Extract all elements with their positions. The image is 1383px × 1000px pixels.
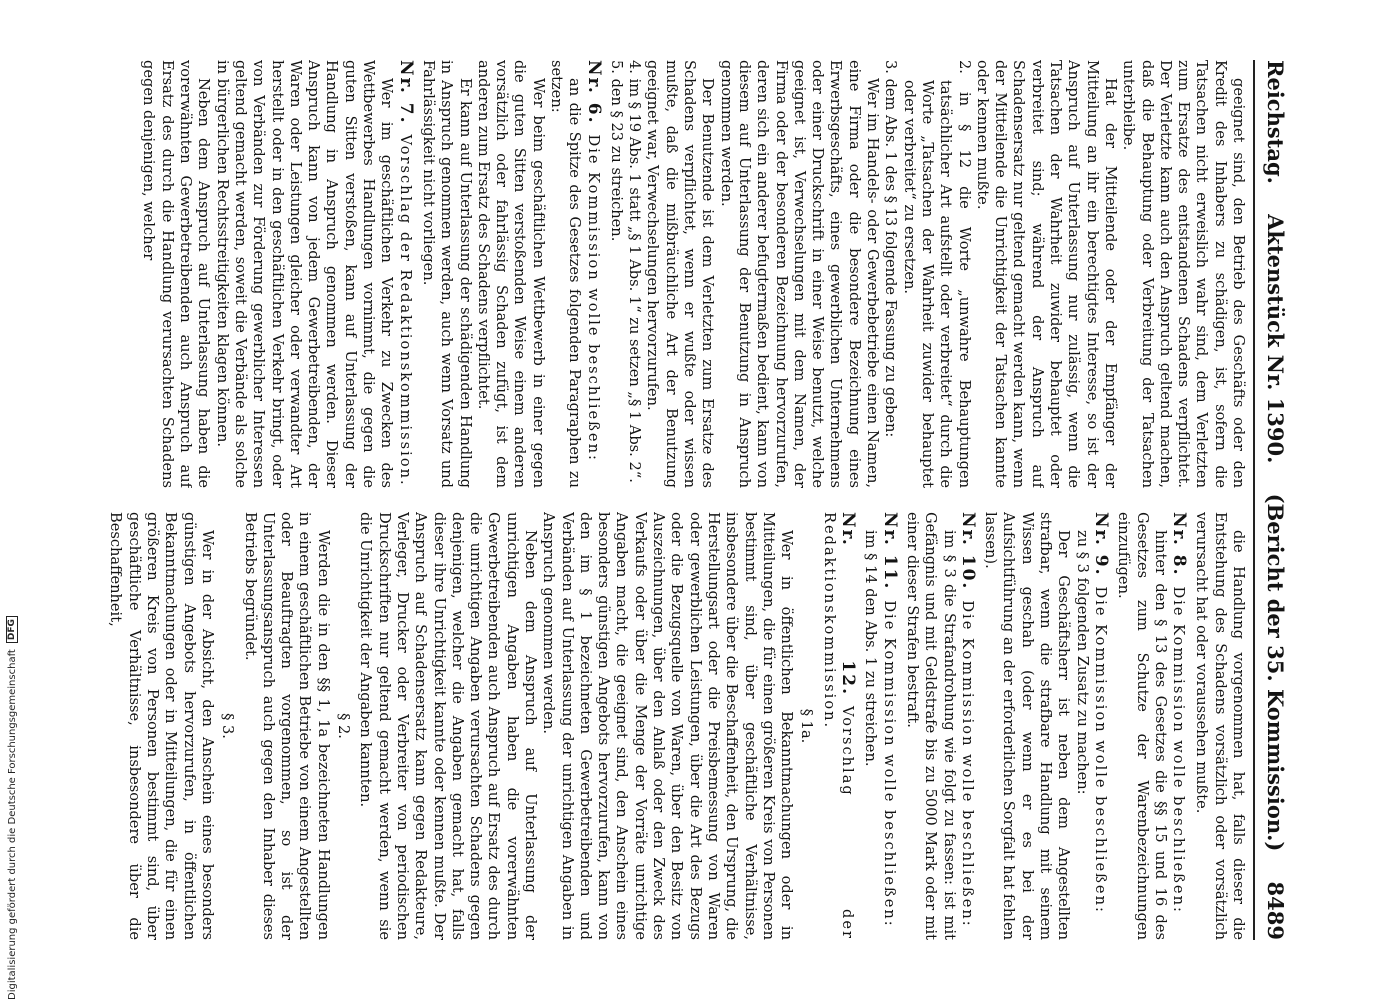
numbered-motion (879, 512, 898, 940)
digitization-footer (2, 0, 22, 1000)
motion-number: Nr. 7. (395, 60, 416, 125)
numbered-item: 5. den § 23 zu streichen. (607, 60, 625, 242)
numbered-item: 4. im § 19 Abs. 1 statt „§ 1 Abs. 1“ zu setzen „§ 1 Abs. 2“. (626, 60, 644, 483)
page-number: 8489 (1263, 881, 1288, 940)
motion-number: Nr. 10. (957, 512, 978, 591)
paragraph: Der Geschäftsherr ist neben dem Angestellten strafbar, wenn die strafbare Handlung mit seinem Wissen geschah (oder wenn er es bei der Aufsichtführung an der erforderlichen Sorgfalt hat fehlen lassen). (982, 512, 1073, 940)
dfg-logo-icon: DFG (6, 616, 18, 643)
right-text-column (97, 512, 1247, 940)
motion-heading: Die Kommission wolle beschließen: (1170, 586, 1188, 914)
numbered-motion (819, 512, 857, 940)
motion-number: Nr. 8. (1169, 512, 1190, 577)
header-aktenstueck: Aktenstück Nr. 1390. (1263, 214, 1288, 464)
motion-number: Nr. 12. (838, 512, 859, 697)
paragraph: Neben dem Anspruch auf Unterlassung der unrichtigen Angaben haben die vorerwähnten Gewerbetreibenden auch Anspruch auf Ersatz des durch die unrichtigen Angaben verursachten Schadens gegen denjenigen, welcher die Angaben gemacht hat, falls dieser ihre Unrichtigkeit kannte oder kennen mußte. Der Anspruch auf Schadensersatz kann gegen Redakteure, Verleger, Drucker oder Verbreiter von periodischen Druckschriften nur geltend gemacht werden, wenn sie die Unrichtigkeit der Angaben kannten. (357, 512, 540, 940)
paragraph: Der Benutzende ist dem Verletzten zum Ersatze des Schadens verpflichtet, wenn er wußte oder wissen mußte, daß die mißbräuchliche Art der Benutzung geeignet war, Verwechselungen hervorzurufen. (644, 60, 717, 488)
paragraph: Werden die in den §§ 1, 1a bezeichneten Handlungen in einem geschäftlichen Betriebe von einem Angestellten oder Beauftragten vorgenommen, so ist der Unterlassungsanspruch auch gegen den Inhaber dieses Betriebs begründet. (241, 512, 332, 940)
motion-number: Nr. 6. (583, 60, 604, 125)
paragraph: Wer in der Absicht, den Anschein eines besonders günstigen Angebots hervorzurufen, in öffentlichen Bekanntmachungen oder in Mitteilungen, die für einen größeren Kreis von Personen bestimmt sind, über geschäftliche Verhältnisse, insbesondere über die Beschaffenheit, (107, 512, 216, 940)
header-reichstag: Reichstag. (1263, 60, 1288, 184)
paragraph: Er kann auf Unterlassung der schädigenden Handlung in Anspruch genommen werden, auch wenn Vorsatz und Fahrlässigkeit nicht vorliegen. (419, 60, 474, 488)
section-heading: § 3. (219, 713, 237, 739)
numbered-motion (583, 60, 602, 488)
numbered-motion (1091, 512, 1110, 940)
paragraph: geeignet sind, den Betrieb des Geschäfts oder den Kredit des Inhabers zu schädigen, ist, sofern die Tatsachen nicht erweislich wahr sind, dem Verletzten zum Ersatze des entstandenen Schadens verpflichtet. Der Verletzte kann auch den Anspruch geltend machen, daß die Behauptung oder Verbreitung der Tatsachen unterbleibe. (1120, 60, 1247, 488)
paragraph: im § 3 die Strafandrohung wie folgt zu fassen: ist mit Gefängnis und mit Geldstrafe bis zu 5000 Mark oder mit einer dieser Strafen bestraft. (903, 512, 958, 940)
motion-heading: Die Kommission wolle beschließen: (1091, 586, 1109, 914)
header-bericht: (Bericht der 35. Kommission.) (1263, 493, 1288, 852)
motion-heading: Die Kommission wolle beschließen: (880, 600, 898, 928)
numbered-motion (1169, 512, 1188, 940)
paragraph: Wer im geschäftlichen Verkehr zu Zwecken des Wettbewerbes Handlungen vornimmt, die gegen die guten Sitten verstoßen, kann auf Unterlassung der Handlung in Anspruch genommen werden. Dieser Anspruch kann von jedem Gewerbetreibenden, der Waren oder Leistungen gleicher oder verwandter Art herstellt oder in den geschäftlichen Verkehr bringt, oder von Verbänden zur Förderung gewerblicher Interessen geltend gemacht werden, soweit die Verbände als solche in bürgerlichen Rechtsstreitigkeiten klagen können. (213, 60, 396, 488)
paragraph: Wer in öffentlichen Bekanntmachungen oder in Mitteilungen, die für einen größeren Kreis von Personen bestimmt sind, über geschäftliche Verhältnisse, insbesondere über die Beschaffenheit, den Ursprung, die Herstellungsart oder die Preisbemessung von Waren oder gewerblichen Leistungen, über die Art des Bezugs oder die Bezugsquelle von Waren, über den Besitz von Auszeichnungen, über den Anlaß oder den Zweck des Verkaufs oder über die Menge der Vorräte unrichtige Angaben macht, die geeignet sind, den Anschein eines besonders günstigen Angebots hervorzurufen, kann von den im § 1 bezeichneten Gewerbetreibenden und Verbänden auf Unterlassung der unrichtigen Angaben in Anspruch genommen werden. (540, 512, 796, 940)
motion-heading: Die Kommission wolle beschließen: (958, 600, 976, 928)
numbered-item: 3. dem Abs. 1 des § 13 folgende Fassung zu geben: (882, 60, 900, 438)
page-header (1260, 60, 1288, 940)
numbered-motion (958, 512, 977, 940)
paragraph: zu § 3 folgenden Zusatz zu machen: (1073, 530, 1091, 795)
motion-heading: Vorschlag der Redaktionskommission. (820, 512, 857, 940)
motion-number: Nr. 11. (879, 512, 900, 591)
footer-text: Digitalisierung gefördert durch die Deutsche Forschungsgemeinschaft (6, 649, 18, 1000)
paragraph: Wer im Handels- oder Gewerbebetriebe einen Namen, eine Firma oder die besondere Bezeichnung eines Erwerbsgeschäfts, eines gewerblichen Unternehmens oder einer Druckschrift in einer Weise benutzt, welche geeignet ist, Verwechselungen mit dem Namen, der Firma oder der besonderen Bezeichnung hervorzurufen, deren sich ein anderer befugtermaßen bedient, kann von diesem auf Unterlassung der Benutzung in Anspruch genommen werden. (717, 60, 882, 488)
header-rule (1253, 60, 1255, 940)
paragraph: an die Spitze des Gesetzes folgenden Paragraphen zu setzen: (548, 60, 584, 488)
motion-heading: Die Kommission wolle beschließen: (584, 134, 602, 462)
paragraph: Wer beim geschäftlichen Wettbewerb in einer gegen die guten Sitten verstoßenden Weise einem anderen vorsätzlich oder fahrlässig Schaden zufügt, ist dem anderen zum Ersatz des Schadens verpflichtet. (474, 60, 547, 488)
paragraph: die Handlung vorgenommen hat, falls dieser die Entstehung des Schadens vorsätzlich oder vorsätzlich verursacht hat oder voraussehen mußte. (1193, 512, 1247, 940)
paragraph: Neben dem Anspruch auf Unterlassung haben die vorerwähnten Gewerbetreibenden auch Anspruch auf Ersatz des durch die Handlung verursachten Schadens gegen denjenigen, welcher (140, 60, 213, 488)
motion-heading: Vorschlag der Redaktionskommission. (396, 134, 414, 487)
section-heading: § 1a. (798, 708, 816, 744)
numbered-item: 2. in § 12 die Worte „unwahre Behauptungen tatsächlicher Art aufstellt oder verbreitet“ durch die Worte „Tatsachen der Wahrheit zuwider behauptet oder verbreitet“ zu ersetzen. (900, 60, 973, 488)
paragraph: im § 14 den Abs. 1 zu streichen. (862, 530, 880, 767)
section-heading: § 2. (335, 713, 353, 739)
motion-number: Nr. 9. (1090, 512, 1111, 577)
left-text-column (97, 60, 1247, 488)
paragraph: hinter den § 13 des Gesetzes die §§ 15 und 16 des Gesetzes zum Schutze der Warenbezeichnungen einzufügen. (1115, 512, 1169, 940)
paragraph: Hat der Mitteilende oder der Empfänger der Mitteilung an ihr ein berechtigtes Interesse, so ist der Anspruch auf Unterlassung nur zulässig, wenn die Tatsachen der Wahrheit zuwider behauptet oder verbreitet sind; während der Anspruch auf Schadensersatz nur geltend gemacht werden kann, wenn der Mitteilende die Unrichtigkeit der Tatsachen kannte oder kennen mußte. (973, 60, 1119, 488)
numbered-motion (395, 60, 414, 488)
